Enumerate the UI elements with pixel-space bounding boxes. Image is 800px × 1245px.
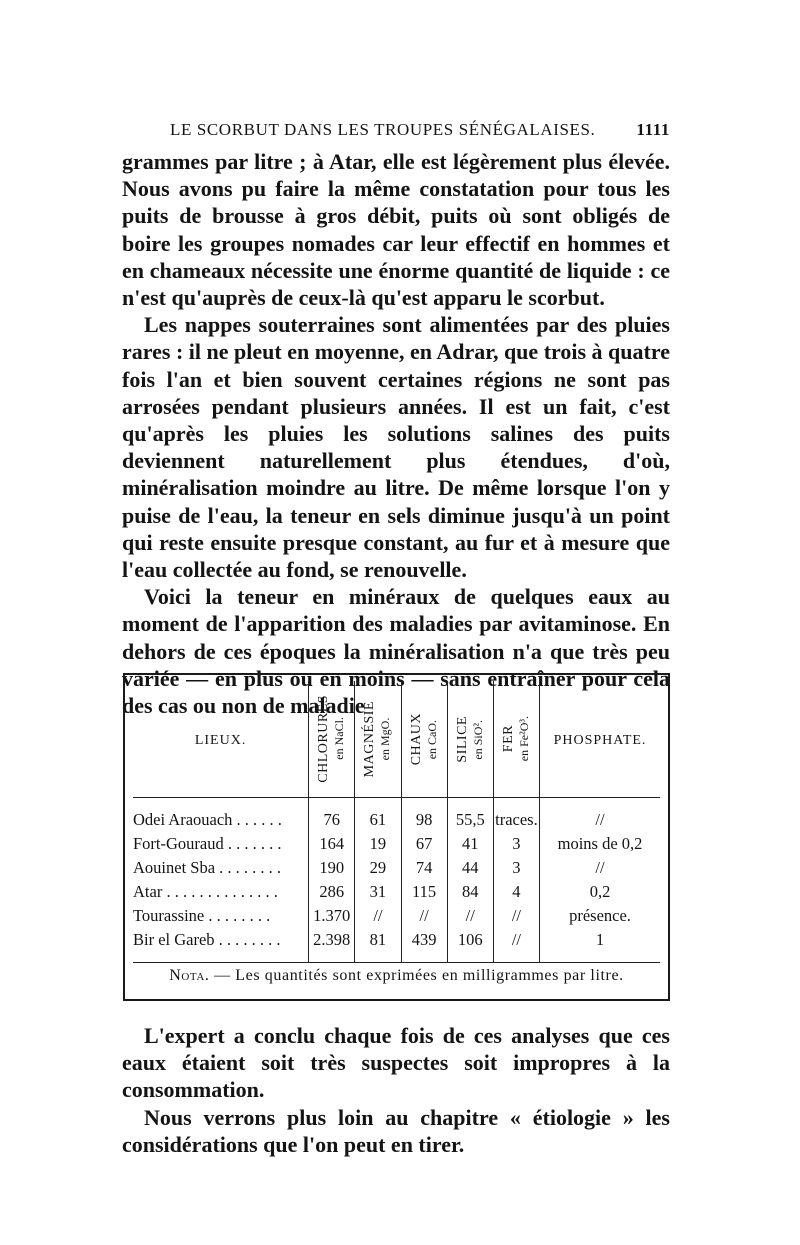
cell-phosphate: présence. xyxy=(540,904,660,928)
cell-chaux: 74 xyxy=(401,856,447,880)
header-phosphate: PHOSPHATE. xyxy=(540,681,660,798)
table-row xyxy=(133,880,660,904)
table-note-label: Nota. xyxy=(169,967,210,984)
header-chaux: CHAUX en CaO. xyxy=(401,681,447,798)
cell-phosphate: // xyxy=(540,856,660,880)
table-row xyxy=(133,928,660,963)
cell-phosphate: // xyxy=(540,798,660,833)
cell-lieu: Odei Araouach . . . . . . xyxy=(133,810,282,829)
cell-lieu: Fort-Gouraud . . . . . . . xyxy=(133,834,282,853)
cell-magnesie: // xyxy=(355,904,401,928)
cell-fer: // xyxy=(493,904,539,928)
cell-chlorures: 286 xyxy=(309,880,355,904)
cell-fer: // xyxy=(493,928,539,963)
cell-phosphate: moins de 0,2 xyxy=(540,832,660,856)
cell-silice: 41 xyxy=(447,832,493,856)
cell-magnesie: 31 xyxy=(355,880,401,904)
header-silice: SILICE en SiO². xyxy=(447,681,493,798)
cell-magnesie: 81 xyxy=(355,928,401,963)
cell-lieu: Aouinet Sba . . . . . . . . xyxy=(133,858,282,877)
cell-magnesie: 19 xyxy=(355,832,401,856)
cell-silice: 84 xyxy=(447,880,493,904)
body-text-after-table xyxy=(122,1022,670,1158)
body-text-before-table xyxy=(122,148,670,719)
paragraph: Les nappes souterraines sont alimentées par des pluies rares : il ne pleut en moyenne, en Adrar, que trois à quatre fois l'an et bien souvent certaines régions ne sont pas arrosées pendant plusieurs années. Il est un fait, c'est qu'après les pluies les solutions salines des puits deviennent naturellement plus étendues, d'où, minéralisation moindre au litre. De même lorsque l'on y puise de l'eau, la teneur en sels diminue jusqu'à un point qui reste ensuite presque constant, au fur et à mesure que l'eau collectée au fond, se renouvelle. xyxy=(122,312,670,583)
header-fer: FER en Fe²O³. xyxy=(493,681,539,798)
cell-lieu: Atar . . . . . . . . . . . . . . xyxy=(133,882,278,901)
header-lieux: LIEUX. xyxy=(133,681,309,798)
cell-magnesie: 29 xyxy=(355,856,401,880)
cell-phosphate: 1 xyxy=(540,928,660,963)
cell-fer: traces. xyxy=(493,798,539,833)
running-header xyxy=(170,120,670,140)
cell-chaux: 439 xyxy=(401,928,447,963)
cell-chlorures: 2.398 xyxy=(309,928,355,963)
table-row xyxy=(133,798,660,833)
cell-chlorures: 164 xyxy=(309,832,355,856)
cell-chaux: 98 xyxy=(401,798,447,833)
table-row xyxy=(133,904,660,928)
cell-silice: 44 xyxy=(447,856,493,880)
header-chlorures: CHLORURES en NaCl. xyxy=(309,681,355,798)
cell-silice: 106 xyxy=(447,928,493,963)
cell-chaux: 115 xyxy=(401,880,447,904)
paragraph: Nous verrons plus loin au chapitre « étiologie » les considérations que l'on peut en tirer. xyxy=(122,1104,670,1157)
paragraph: L'expert a conclu chaque fois de ces analyses que ces eaux étaient soit très suspectes soit impropres à la consommation. xyxy=(122,1023,670,1103)
cell-chlorures: 76 xyxy=(309,798,355,833)
cell-chlorures: 190 xyxy=(309,856,355,880)
table-row xyxy=(133,856,660,880)
header-magnesie: MAGNÉSIE en MgO. xyxy=(355,681,401,798)
cell-silice: 55,5 xyxy=(447,798,493,833)
table-note xyxy=(125,967,668,985)
cell-chlorures: 1.370 xyxy=(309,904,355,928)
cell-lieu: Bir el Gareb . . . . . . . . xyxy=(133,928,309,963)
cell-chaux: // xyxy=(401,904,447,928)
paragraph: grammes par litre ; à Atar, elle est légèrement plus élevée. Nous avons pu faire la même constatation pour tous les puits de brousse à gros débit, puits où sont obligés de boire les groupes nomades car leur effectif en hommes et en chameaux nécessite une énorme quantité de liquide : ce n'est qu'auprès de ceux-là qu'est apparu le scorbut. xyxy=(122,149,670,311)
table-header-row xyxy=(133,681,660,798)
paragraph: Voici la teneur en minéraux de quelques eaux au moment de l'apparition des maladies par avitaminose. En dehors de ces époques la minéralisation n'a que très peu variée — en plus ou en moins — sans entraîner pour cela des cas ou non de maladie xyxy=(122,584,670,719)
mineral-content-table xyxy=(133,681,660,963)
cell-lieu: Tourassine . . . . . . . . xyxy=(133,906,271,925)
cell-phosphate: 0,2 xyxy=(540,880,660,904)
table-row xyxy=(133,832,660,856)
cell-fer: 3 xyxy=(493,856,539,880)
mineral-table-frame xyxy=(123,673,670,1001)
running-title: LE SCORBUT DANS LES TROUPES SÉNÉGALAISES. xyxy=(170,120,596,139)
cell-silice: // xyxy=(447,904,493,928)
page-number: 1111 xyxy=(636,120,670,139)
cell-chaux: 67 xyxy=(401,832,447,856)
cell-fer: 4 xyxy=(493,880,539,904)
cell-fer: 3 xyxy=(493,832,539,856)
cell-magnesie: 61 xyxy=(355,798,401,833)
table-note-text: — Les quantités sont exprimées en milligrammes par litre. xyxy=(209,967,624,984)
